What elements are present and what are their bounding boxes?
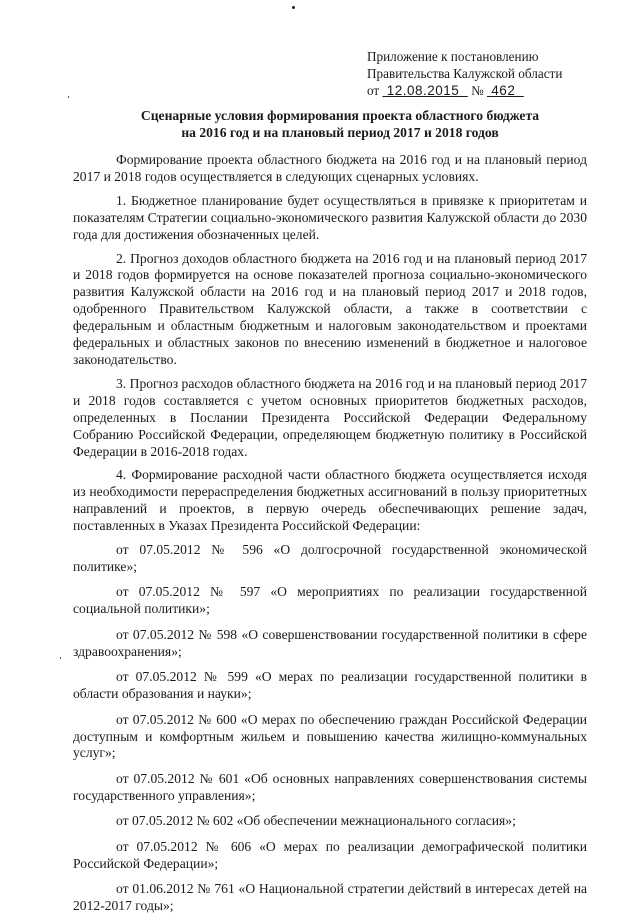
appendix-prefix: от <box>367 83 380 98</box>
title-line-2: на 2016 год и на плановый период 2017 и 2018 годов <box>181 125 499 140</box>
paragraph-2: 2. Прогноз доходов областного бюджета на 2016 год и на плановый период 2017 и 2018 годов формируется на основе показателей прогноза социально-экономического развития Калужской области на 2016 год и на плановый период 2017 и 2018 годов, одобренного Правительством Калужской области, а также в соответствии с федеральным и областным бюджетным и налоговым законодательством и проектами федеральных и областных законов по внесению изменений в бюджетное и налоговое законодательство. <box>73 250 587 367</box>
paragraph-1: 1. Бюджетное планирование будет осуществляться в привязке к приоритетам и показателям Стратегии социально-экономического развития Калужской области до 2030 года для достижения обозначенных целей. <box>73 192 587 242</box>
appendix-line-2: Правительства Калужской области <box>367 66 563 81</box>
scan-speck <box>60 657 61 659</box>
paragraph-3: 3. Прогноз расходов областного бюджета на 2016 год и на плановый период 2017 и 2018 годов составляется с учетом основных приоритетов бюджетных расходов, определенных в Послании Президента Российской Федерации Федеральному Собранию Российской Федерации, определяющем бюджетную политику в Российской Федерации в 2016-2018 годах. <box>73 375 587 459</box>
appendix-line-1: Приложение к постановлению <box>367 49 539 64</box>
decree-item-599: от 07.05.2012 № 599 «О мерах по реализации государственной политики в области образования и науки»; <box>73 669 587 702</box>
decree-item-598: от 07.05.2012 № 598 «О совершенствовании государственной политики в сфере здравоохранения»; <box>73 626 587 659</box>
document-title <box>90 107 590 141</box>
number-sign: № <box>471 83 484 98</box>
document-body <box>73 152 587 924</box>
scan-dot <box>292 6 295 9</box>
decree-item-761: от 01.06.2012 № 761 «О Национальной стратегии действий в интересах детей на 2012-2017 годы»; <box>73 881 587 914</box>
decree-item-606: от 07.05.2012 № 606 «О мерах по реализации демографической политики Российской Федерации»; <box>73 838 587 871</box>
scan-speck <box>68 96 69 98</box>
paragraph-intro: Формирование проекта областного бюджета на 2016 год и на плановый период 2017 и 2018 годов осуществляется в следующих сценарных условиях. <box>73 152 587 184</box>
appendix-block <box>367 48 562 99</box>
decree-item-597: от 07.05.2012 № 597 «О мероприятиях по реализации государственной социальной политики»; <box>73 584 587 617</box>
document-date: 12.08.2015 <box>386 83 460 98</box>
document-number: 462 <box>491 83 516 98</box>
decree-item-596: от 07.05.2012 № 596 «О долгосрочной государственной экономической политике»; <box>73 542 587 574</box>
paragraph-4: 4. Формирование расходной части областного бюджета осуществляется исходя из необходимости перераспределения бюджетных ассигнований в пользу приоритетных направлений и проектов, в первую очередь обеспечивающих решение задач, поставленных в Указах Президента Российской Федерации: <box>73 467 587 534</box>
decree-item-601: от 07.05.2012 № 601 «Об основных направлениях совершенствования системы государственного управления»; <box>73 770 587 803</box>
appendix-date-line <box>367 82 562 99</box>
title-line-1: Сценарные условия формирования проекта областного бюджета <box>140 108 540 123</box>
decree-item-600: от 07.05.2012 № 600 «О мерах по обеспечению граждан Российской Федерации доступным и комфортным жильем и повышению качества жилищно-коммунальных услуг»; <box>73 711 587 761</box>
decree-item-602: от 07.05.2012 № 602 «Об обеспечении межнационального согласия»; <box>116 813 516 829</box>
